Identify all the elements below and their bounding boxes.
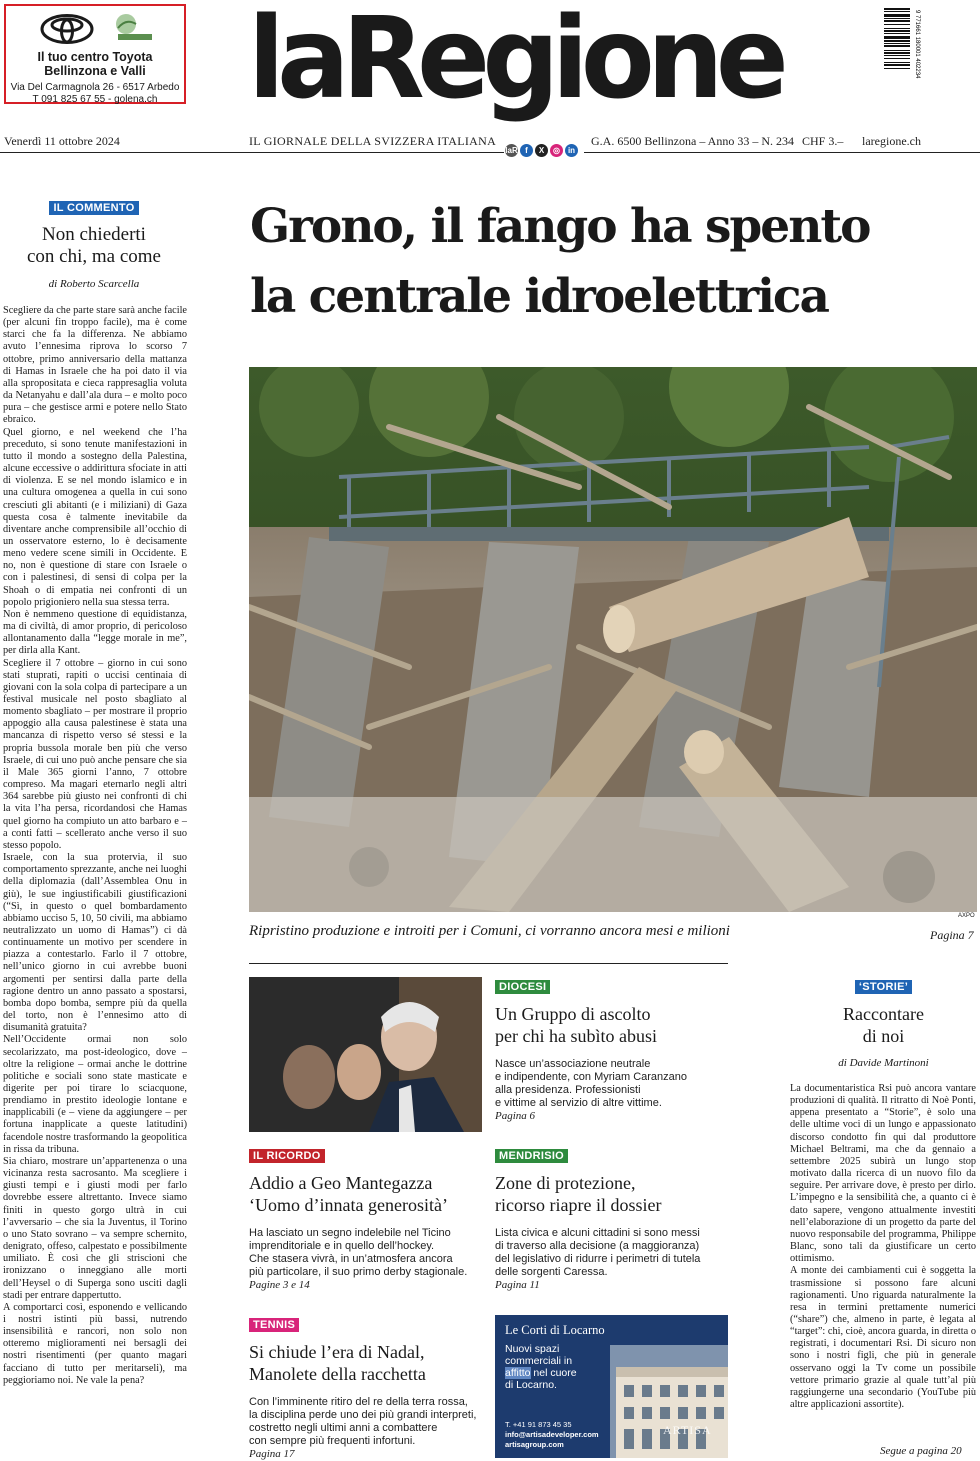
commento-paragraph: Israele, con la sua protervia, il suo comportamento sprezzante, anche nei luoghi della diplomazia (dall’Assemblea Onu in giù), le sue ingiustificabili giustificazioni (“Sì, in questo o quel bombardamento abbiamo ucciso 5, 10, 50 civili, ma abbiamo neutralizzato un uomo di Hamas”) ci dà continuamente un motivo per scendere in piazza a contestarlo. Farlo il 7 ottobre, nell’unico giorno in cui avrebbe buoni argomenti per sentirsi dalla parte della ragione dentro un anno passato a spostarsi, bomba dopo bomba, sempre più da quella del torto, non è l’ennesimo atto di disumanità gratuita?	[3, 852, 187, 1034]
commento-paragraph: Scegliere il 7 ottobre – giorno in cui sono stati stuprati, rapiti o uccisi centinaia di giovani con la sola colpa di partecipare a un festival musicale nel posto sbagliato al momento sbagliato – per mostrare il proprio appoggio alla causa palestinese è stata una mancanza di rispetto verso sé stessi e la propria bussola morale ben più che verso Israele, di cui uno può anche pensare che sia il Male 365 giorni l’anno, 7 ottobre compreso. Ma magari eternarlo negli altri 364 sarebbe più giusto nei confronti di chi la vita l’ha persa, ricordandosi che Hamas quel giorno ha compiuto un atto barbaro e – a conti fatti – scellerato anche verso il suo stesso popolo.	[3, 657, 187, 851]
tennis-title-line1: Si chiude l’era di Nadal,	[249, 1342, 425, 1362]
storie-continue[interactable]: Segue a pagina 20	[880, 1445, 962, 1457]
ad-address: Via Del Carmagnola 26 - 6517 Arbedo	[10, 82, 180, 93]
tennis-title[interactable]	[249, 1341, 489, 1385]
commento-paragraph: Scegliere da che parte stare sarà anche facile (per alcuni fin troppo facile), ma è come starci che fa la differenza. Ne abbiamo avuto l’ennesima riprova lo scorso 7 ottobre, primo anniversario della mattanza di Hamas in Israele che ha poi dato il via alla spropositata e cieca rappresaglia voluta da Netanyahu e dall’ala dura – e molto poco pura – che gestisce armi e potere nello Stato ebraico.	[3, 305, 187, 426]
storie-title-line1: Raccontare	[843, 1004, 924, 1024]
commento-paragraph: Nell’Occidente ormai non solo secolarizzato, ma post-ideologico, dove – oltre la religione – ormai anche le dottrine politiche e sociali sono state masticate e digerite per poi tirare lo sciacquone, prendiamo in prestito ideologie lontane e inapplicabili (e – viene da aggiungere – per fortuna inapplicate a queste latitudini) facendole nostre trasformando la geopolitica in rissa da tribuna.	[3, 1034, 187, 1155]
ad2-site[interactable]: artisagroup.com	[505, 1440, 564, 1449]
ricordo-summary-line: Che stasera vivrà, in un’atmosfera ancora	[249, 1253, 453, 1265]
mendrisio-page-ref[interactable]: Pagina 11	[495, 1279, 540, 1291]
commento-paragraph: Quel giorno, e nel weekend che l’ha preceduto, si sono tenute manifestazioni in tutto il mondo a sostegno della Palestina, alcune eccessive o addirittura sfociate in atti di violenza. E se nel mondo islamico e in una cultura omogenea a quella in cui sono cresciuti gli abitanti (e i miliziani) di Gaza questa cosa è talmente inevitabile da diventare anche comprensibile all’occhio di un osservatore esterno, lo è decisamente meno vedere scene simili in Occidente. E no, non è questione di stare con Israele o con i palestinesi, di sensi di colpa per la Shoah o di empatia nei confronti di un popolo prigioniero nella sua stessa terra.	[3, 426, 187, 608]
photo-credit: AXPO	[958, 913, 975, 919]
storie-title[interactable]	[790, 1003, 977, 1047]
commento-body	[3, 305, 187, 1457]
mendrisio-summary-line: delle sorgenti Caressa.	[495, 1266, 608, 1278]
ricordo-title-line2: ‘Uomo d’innata generosità’	[249, 1195, 448, 1215]
tennis-summary	[249, 1396, 489, 1461]
lead-headline[interactable]	[250, 192, 980, 332]
tennis-summary-line: costretto negli ultimi anni a combattere	[249, 1422, 438, 1434]
barcode-icon	[882, 6, 922, 106]
ad-subheadline: Bellinzona e Valli	[44, 64, 146, 78]
mendrisio-tag: MENDRISIO	[495, 1149, 568, 1163]
ricordo-title[interactable]	[249, 1172, 489, 1216]
section-rule	[249, 963, 728, 964]
commento-byline: di Roberto Scarcella	[48, 278, 140, 290]
toyota-logo-icon	[40, 14, 94, 44]
storie-title-line2: di noi	[862, 1026, 905, 1046]
mantegazza-photo[interactable]	[249, 977, 482, 1132]
storie-body	[790, 1083, 976, 1445]
mendrisio-summary-line: Lista civica e alcuni cittadini si sono messi	[495, 1227, 700, 1239]
storie-tag-wrap	[790, 977, 977, 995]
dam-debris-image	[249, 367, 977, 912]
mantegazza-image	[249, 977, 482, 1132]
diocesi-title-line2: per chi ha subìto abusi	[495, 1026, 657, 1046]
tennis-summary-line: con sempre più frequenti infortuni.	[249, 1435, 416, 1447]
mendrisio-title-line1: Zone di protezione,	[495, 1173, 636, 1193]
diocesi-tag-wrap	[495, 977, 550, 995]
tennis-page-ref[interactable]: Pagina 17	[249, 1448, 295, 1460]
tennis-title-line2: Manolete della racchetta	[249, 1364, 426, 1384]
barcode-number: 9 771661 180001 402234	[914, 10, 920, 79]
tennis-tag: TENNIS	[249, 1318, 299, 1332]
storie-paragraph: La documentaristica Rsi può ancora vantare produzioni di qualità. Il ritratto di Noè Ponti, appena presentato a “Storie”, è solo una delle ultime voci di un lungo e appassionato discorso condotto fin qui dal produttore Michael Beltrami, ma che da gennaio a settembre 2025 subirà un lungo stop motivato dalla ricerca di un nuovo filo da seguire. Per arrivare dove, è presto per dirlo. L’impegno e la sensibilità che, a quanto ci è dato sapere, vengono attualmente investiti nell’elaborazione di un progetto da parte del nuovo responsabile del programma, Philippe Blanc, sono tali da giustificare un certo ottimismo.	[790, 1083, 976, 1265]
diocesi-summary-line: alla presidenza. Professionisti	[495, 1084, 641, 1096]
commento-paragraph: Sia chiaro, mostrare un’appartenenza o una vicinanza resta sacrosanto. Ma scegliere i giusti tempi e i giusti modi per farlo dovrebbe essere altrettanto. Invece siamo finiti in questo gorgo ultrà in cui l’avversario – che sia la Juventus, il Torino o uno Stato sovrano – va sempre schernito, denigrato, offeso, calpestato e possibilmente umiliato. È così che gli striscioni che ironizzano o inneggiano alle morti dell’Heysel o di Superga sono usciti dagli stadi per entrare dappertutto.	[3, 1155, 187, 1301]
ad2-title: Le Corti di Locarno	[505, 1323, 605, 1337]
price: CHF 3.–	[802, 134, 844, 148]
ad2-phone[interactable]: T. +41 91 873 45 35	[505, 1420, 572, 1429]
commento-title-line2[interactable]: con chi, ma come	[26, 246, 161, 267]
garage-golena-logo-icon	[110, 12, 154, 42]
artisa-ad[interactable]	[495, 1315, 728, 1458]
ricordo-page-ref[interactable]: Pagine 3 e 14	[249, 1279, 310, 1291]
x-icon[interactable]: X	[535, 144, 548, 157]
ad-headline: Il tuo centro Toyota	[37, 50, 153, 64]
issue-date: Venerdì 11 ottobre 2024	[4, 134, 120, 148]
site-link[interactable]: laregione.ch	[862, 134, 921, 148]
tagline: IL GIORNALE DELLA SVIZZERA ITALIANA	[249, 134, 497, 148]
ad2-highlight: affitto	[505, 1367, 531, 1379]
mendrisio-summary-line: del legislativo di ridurre i perimetri di tutela	[495, 1253, 701, 1265]
commento-tag: IL COMMENTO	[49, 201, 138, 215]
ad2-body-line: Nuovi spazi	[505, 1343, 560, 1355]
ad2-body-line	[505, 1367, 577, 1379]
tennis-summary-line: Con l’imminente ritiro del re della terra rossa,	[249, 1396, 468, 1408]
ricordo-summary	[249, 1227, 489, 1292]
commento-paragraph: A comportarci così, esponendo e vellicando i nostri istinti più bassi, nutrendo insensibilità e rancori, non solo non otteremo miglioramenti nei bersagli dei nostri risentimenti (per quanto magari facciano di tutto per meritarseli), ma peggioriamo noi. Ne vale la pena?	[3, 1301, 187, 1386]
ricordo-title-line1: Addio a Geo Mantegazza	[249, 1173, 433, 1193]
lead-photo[interactable]	[249, 367, 977, 912]
lead-caption: Ripristino produzione e introiti per i Comuni, ci vorranno ancora mesi e milioni	[249, 923, 730, 939]
ricordo-summary-line: Ha lasciato un segno indelebile nel Ticino	[249, 1227, 451, 1239]
mendrisio-title-line2: ricorso riapre il dossier	[495, 1195, 662, 1215]
linkedin-icon[interactable]: in	[565, 144, 578, 157]
ad2-contacts	[505, 1420, 599, 1450]
issue-info: G.A. 6500 Bellinzona – Anno 33 – N. 234	[591, 134, 794, 148]
tennis-tag-wrap	[249, 1315, 299, 1333]
mendrisio-summary	[495, 1227, 730, 1292]
storie-byline: di Davide Martinoni	[838, 1057, 929, 1069]
diocesi-summary-line: e indipendente, con Myriam Caranzano	[495, 1071, 688, 1083]
mendrisio-summary-line: di traverso alla decisione (a maggioranza)	[495, 1240, 700, 1252]
ad2-email[interactable]: info@artisadeveloper.com	[505, 1430, 599, 1439]
ad-contact: T 091 825 67 55 - golena.ch	[32, 94, 158, 105]
ricordo-tag-wrap	[249, 1146, 325, 1164]
tennis-summary-line: la disciplina perde uno dei più grandi interpreti,	[249, 1409, 477, 1421]
diocesi-summary-line: e vittime al servizio di altre vittime.	[495, 1097, 662, 1109]
ad2-body-post: nel cuore	[530, 1367, 577, 1379]
ad2-body	[505, 1343, 577, 1391]
diocesi-tag: DIOCESI	[495, 980, 550, 994]
facebook-icon[interactable]: f	[520, 144, 533, 157]
dateline-rule-left	[0, 152, 504, 153]
storie-tag: ‘STORIE’	[855, 980, 912, 994]
diocesi-page-ref[interactable]: Pagina 6	[495, 1110, 536, 1122]
lead-headline-line2: la centrale idroelettrica	[250, 269, 829, 324]
toyota-ad-box[interactable]	[4, 4, 186, 104]
commento-title-line1[interactable]: Non chiederti	[42, 224, 146, 245]
diocesi-summary	[495, 1058, 730, 1123]
instagram-icon[interactable]: ◎	[550, 144, 563, 157]
lead-headline-line1: Grono, il fango ha spento	[250, 199, 870, 254]
ad2-body-line: commerciali in	[505, 1355, 573, 1367]
lead-page-ref[interactable]: Pagina 7	[930, 928, 974, 942]
commento-paragraph: Non è nemmeno questione di equidistanza, ma di civiltà, di amor proprio, di pericoloso allontanamento dalla “legge morale in me”, per dirla alla Kant.	[3, 608, 187, 657]
diocesi-title-line1: Un Gruppo di ascolto	[495, 1004, 651, 1024]
laregione-app-icon[interactable]: laR	[505, 146, 518, 155]
mendrisio-tag-wrap	[495, 1146, 568, 1164]
masthead-title[interactable]: laRegione	[248, 0, 782, 124]
building-icon	[610, 1345, 728, 1458]
diocesi-title[interactable]	[495, 1003, 730, 1047]
commento-tag-wrap	[0, 198, 188, 216]
dateline-rule-right	[584, 152, 980, 153]
ricordo-tag: IL RICORDO	[249, 1149, 325, 1163]
diocesi-summary-line: Nasce un’associazione neutrale	[495, 1058, 651, 1070]
ricordo-summary-line: imprenditoriale e in quello dell’hockey.	[249, 1240, 435, 1252]
ricordo-summary-line: più particolare, il suo primo derby stagionale.	[249, 1266, 468, 1278]
ad2-body-line: di Locarno.	[505, 1379, 557, 1391]
mendrisio-title[interactable]	[495, 1172, 730, 1216]
storie-paragraph: A monte dei cambiamenti cui è soggetta la trasmissione si possono fare alcuni ragionamenti. Uno riguarda naturalmente la resa in termini prettamente numerici (“share”) che, almeno in parte, è legata al “target”: chi, cioè, ancora guarda, in diretta o registrati, i documentari Rsi. Di sicuro non sono i nostri figli, che più in generale osservano oggi la Tv come un possibile vettore primario grazie al quale tutt’al più raggiungerne una secondario (YouTube più altre applicazioni assortite).	[790, 1265, 976, 1411]
artisa-logo: ARTISA	[663, 1423, 712, 1437]
